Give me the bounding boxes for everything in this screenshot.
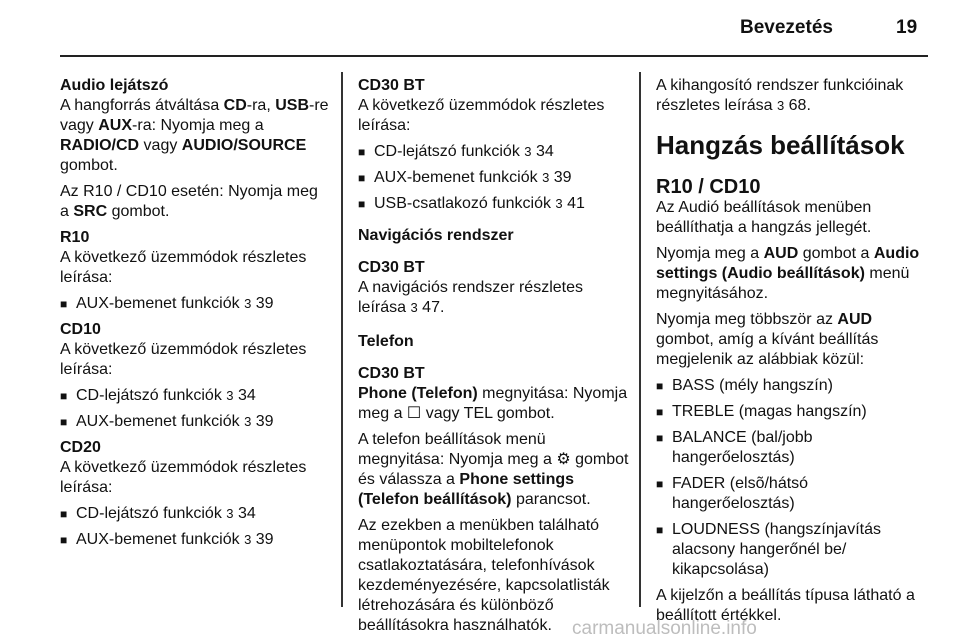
paragraph-cd10: A következő üzemmódok részletes leírása: <box>60 341 307 378</box>
list-item: ■ FADER (elsõ/hátsó hangerőelosztás) <box>656 474 928 514</box>
page-ref-arrow-icon: 3 <box>244 414 252 429</box>
list-item: ■ BASS (mély hangszín) <box>656 376 928 396</box>
list-r10 <box>60 294 330 314</box>
paragraph-navigation: A navigációs rendszer részletes leírása 3 47. <box>358 279 583 316</box>
paragraph-source-switch: A hangforrás átváltása CD-ra, USB-re vagy AUX-ra: Nyomja meg a RADIO/CD vagy AUDIO/SOURCE gombot. <box>60 97 329 174</box>
list-cd30bt <box>358 142 630 214</box>
page-ref-arrow-icon: 3 <box>555 196 563 211</box>
list-item: ■ TREBLE (magas hangszín) <box>656 402 928 422</box>
column-divider-2 <box>639 72 641 607</box>
page-ref-arrow-icon: 3 <box>244 296 252 311</box>
paragraph-display-info: A kijelzőn a beállítás típusa látható a beállított értékkel. <box>656 587 915 624</box>
section-heading-audio: Audio lejátszó <box>60 77 169 94</box>
subheading-cd30bt: CD30 BT <box>358 77 425 94</box>
paragraph-src-button: Az R10 / CD10 esetén: Nyomja meg a SRC gombot. <box>60 183 318 220</box>
page-ref-arrow-icon: 3 <box>542 170 550 185</box>
column-3 <box>656 76 928 632</box>
list-cd10 <box>60 386 330 432</box>
paragraph-cd30bt: A következő üzemmódok részletes leírása: <box>358 97 605 134</box>
subheading-r10-cd10: R10 / CD10 <box>656 176 761 198</box>
page-ref-arrow-icon: 3 <box>226 388 234 403</box>
paragraph-aud-repeat: Nyomja meg többször az AUD gombot, amíg a kívánt beállítás megjelenik az alábbiak közül: <box>656 311 879 368</box>
paragraph-r10: A következő üzemmódok részletes leírása: <box>60 249 307 286</box>
list-item: ■ AUX-bemenet funkciók 3 39 <box>358 168 630 188</box>
page-ref-arrow-icon: 3 <box>776 98 785 113</box>
list-item: ■ CD-lejátszó funkciók 3 34 <box>60 504 330 524</box>
list-item: ■ BALANCE (bal/jobb hangerőelosztás) <box>656 428 928 468</box>
paragraph-aud-button: Nyomja meg a AUD gombot a Audio settings (Audio beállítások) menü megnyitásához. <box>656 245 920 302</box>
column-2 <box>358 76 630 642</box>
column-1 <box>60 76 330 556</box>
list-item: ■ CD-lejátszó funkciók 3 34 <box>60 386 330 406</box>
paragraph-phone-settings: A telefon beállítások menü megnyitása: Nyomja meg a ⚙ gombot és válassza a Phone settings (Telefon beállítások) parancsot. <box>358 431 629 508</box>
settings-key-icon: ⚙ <box>556 451 571 468</box>
watermark: carmanualsonline.info <box>572 618 757 639</box>
paragraph-phone-menus: Az ezekben a menükben található menüpontok mobiltelefonok csatlakoztatására, telefonhívások kezdeményezésére, kapcsolatlisták létrehozására és különböző beállításokra használhatók. <box>358 517 610 634</box>
page-ref-arrow-icon: 3 <box>524 144 532 159</box>
phone-key-icon: ☐ <box>406 405 422 422</box>
list-sound-settings <box>656 376 928 580</box>
column-divider-1 <box>341 72 343 607</box>
section-heading-navigation: Navigációs rendszer <box>358 227 514 244</box>
list-item: ■ AUX-bemenet funkciók 3 39 <box>60 530 330 550</box>
subheading-cd20: CD20 <box>60 439 101 456</box>
section-title-sound: Hangzás beállítások <box>656 130 905 160</box>
list-item: ■ AUX-bemenet funkciók 3 39 <box>60 412 330 432</box>
subheading-phone-cd30bt: CD30 BT <box>358 365 425 382</box>
paragraph-audio-menu: Az Audió beállítások menüben beállíthatja a hangzás jellegét. <box>656 199 872 236</box>
list-item: ■ AUX-bemenet funkciók 3 39 <box>60 294 330 314</box>
list-item: ■ USB-csatlakozó funkciók 3 41 <box>358 194 630 214</box>
page-ref-arrow-icon: 3 <box>244 532 252 547</box>
page-header-title: Bevezetés <box>740 17 833 38</box>
subheading-r10: R10 <box>60 229 90 246</box>
page-ref-arrow-icon: 3 <box>226 506 234 521</box>
page-number: 19 <box>896 17 918 38</box>
section-heading-phone: Telefon <box>358 333 414 350</box>
header-divider <box>60 55 928 57</box>
paragraph-handsfree: A kihangosító rendszer funkcióinak részletes leírása 3 68. <box>656 77 904 114</box>
list-cd20 <box>60 504 330 550</box>
paragraph-phone-open: Phone (Telefon) megnyitása: Nyomja meg a ☐ vagy TEL gombot. <box>358 385 628 422</box>
page-ref-arrow-icon: 3 <box>410 300 418 315</box>
list-item: ■ CD-lejátszó funkciók 3 34 <box>358 142 630 162</box>
paragraph-cd20: A következő üzemmódok részletes leírása: <box>60 459 307 496</box>
list-item: ■ LOUDNESS (hangszínjavítás alacsony hangerőnél be/ kikapcsolása) <box>656 520 928 580</box>
subheading-cd10: CD10 <box>60 321 101 338</box>
subheading-nav-cd30bt: CD30 BT <box>358 259 425 276</box>
